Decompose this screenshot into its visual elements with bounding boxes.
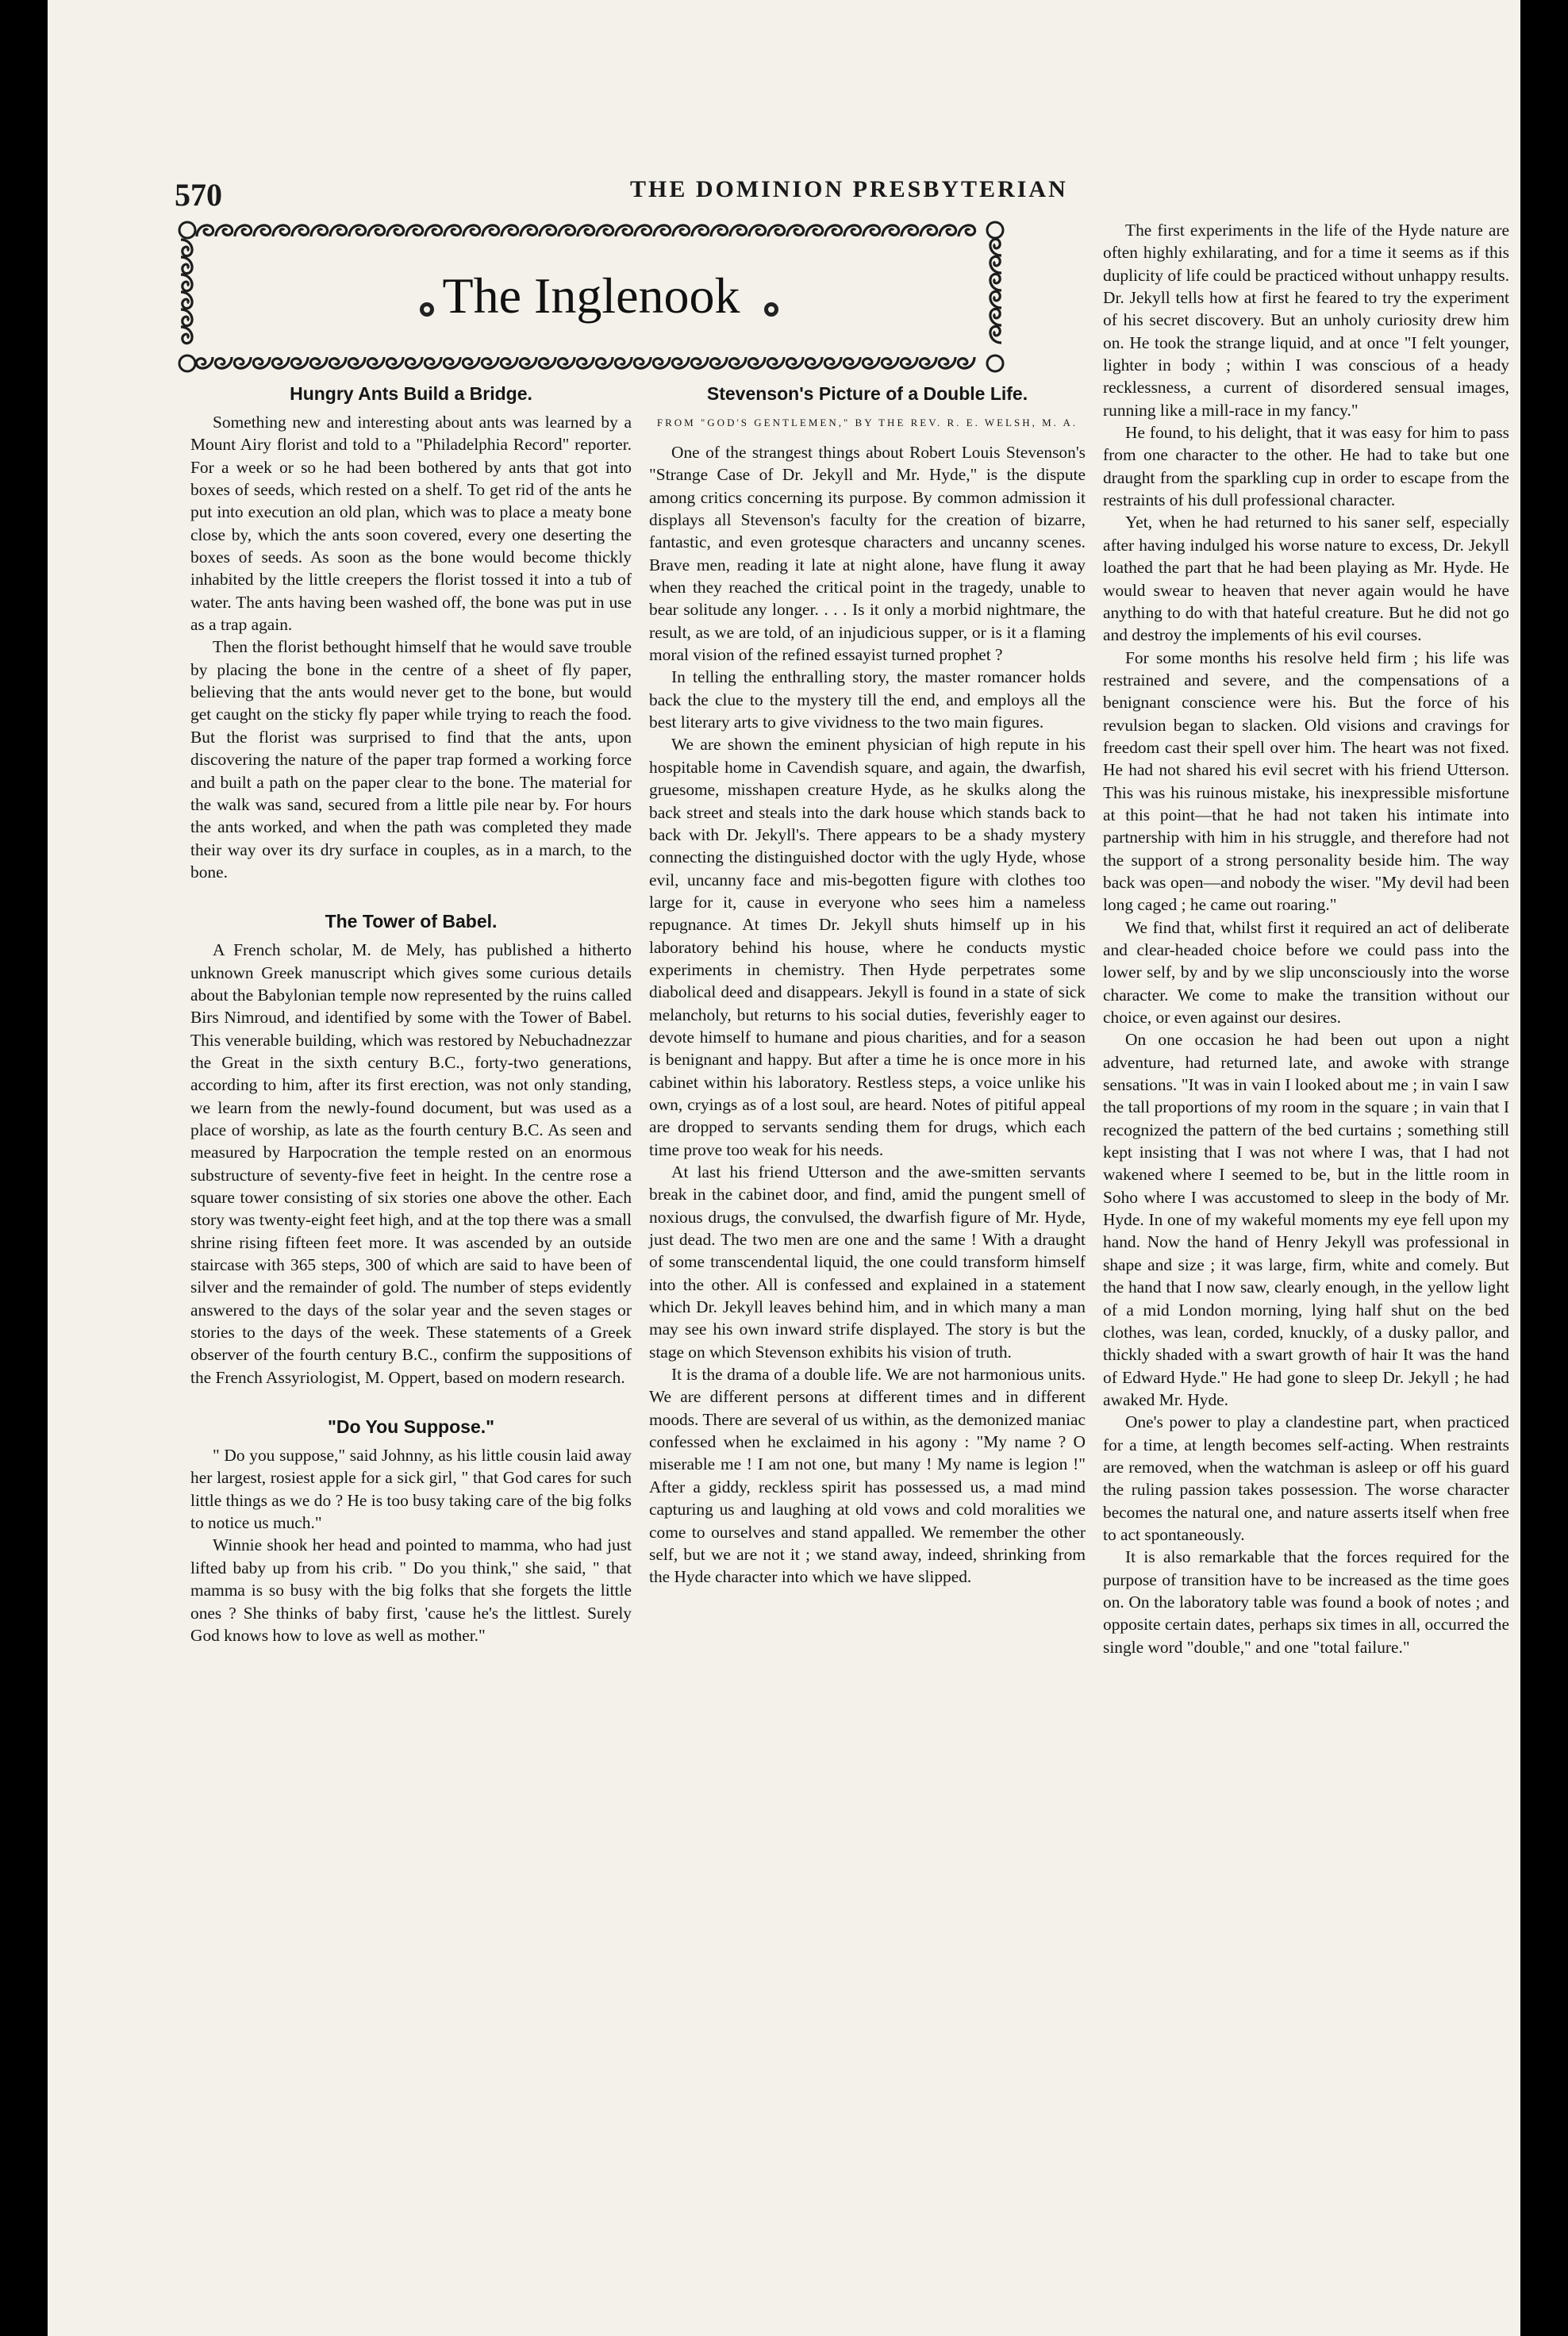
paragraph: He found, to his delight, that it was easy for him to pass from one character to the other. He had to take but one draught from the sparkling cup in order to escape from the restraints of his dull professional character.: [1103, 423, 1509, 510]
paragraph: At last his friend Utterson and the awe-smitten servants break in the cabinet door, and find, amid the pungent smell of noxious drugs, the convulsed, the dwarfish figure of Mr. Hyde, just dead. The two men are one and the same ! With a draught of some transcendental liquid, the one could transform himself into the other. All is confessed and explained in a statement which Dr. Jekyll leaves behind him, and in which many a man may see his own inward strife displayed. The story is but the stage on which Stevenson exhibits his vision of truth.: [649, 1162, 1086, 1362]
paragraph: Then the florist bethought himself that he would save trouble by placing the bone in the centre of a sheet of fly paper, believing that the ants would never get to the bone, but would get caught on the sticky fly paper while trying to reach the food. But the florist was surprised to find that the ants, upon discovering the nature of the paper trap formed a working force and built a path on the paper clear to the bone. The material for the walk was sand, secured from a little pile near by. For hours the ants worked, and when the path was completed they made their way over its dry surface in couples, as in a march, to the bone.: [190, 637, 632, 882]
article-title-ants: Hungry Ants Build a Bridge.: [290, 383, 532, 404]
article-title-babel: The Tower of Babel.: [325, 911, 498, 932]
paragraph: It is also remarkable that the forces required for the purpose of transition have to be increased as the time goes on. On the laboratory table was found a book of notes ; and opposite certain dates, perhaps six times in all, occurred the single word "double," and one "total failure.": [1103, 1547, 1509, 1657]
paragraph: In telling the enthralling story, the master romancer holds back the clue to the mystery till the end, and employs all the best literary arts to give vividness to the two main figures.: [649, 667, 1086, 732]
paragraph: Winnie shook her head and pointed to mamma, who had just lifted baby up from his crib. " Do you think," she said, " that mamma is so busy with the big folks that she forgets the little ones ? She thinks of baby first, 'cause he's the littlest. Surely God knows how to love as well as mother.": [190, 1535, 632, 1645]
paragraph: On one occasion he had been out upon a night adventure, had returned late, and awoke with strange sensations. "It was in vain I looked about me ; in vain I saw the tall proportions of my room in the square ; in vain that I recognized the pattern of the bed curtains ; something still kept insisting that I was not where I was, that I had not wakened where I seemed to be, but in the little room in Soho where I was accustomed to sleep in the body of Mr. Hyde. In one of my wakeful moments my eye fell upon my hand. Now the hand of Henry Jekyll was professional in shape and size ; it was large, firm, white and comely. But the hand that I now saw, clearly enough, in the yellow light of a mid London morning, lying half shut on the bed clothes, was lean, corded, knuckly, of a dusky pallor, and thickly shaded with a swart growth of hair It was the hand of Edward Hyde." He had gone to sleep Dr. Jekyll ; he had awaked Mr. Hyde.: [1103, 1030, 1509, 1409]
article-title-suppose: "Do You Suppose.": [327, 1416, 495, 1438]
paragraph: Something new and interesting about ants was learned by a Mount Airy florist and told to a "Philadelphia Record" reporter. For a week or so he had been bothered by ants that got into boxes of seeds, which rested on a shelf. To get rid of the ants he put into execution an old plan, which was to place a meaty bone close by, which the ants soon covered, every one deserting the boxes of seeds. As soon as the bone would become thickly inhabited by the little creepers the florist tossed it into a tub of water. The ants having been washed off, the bone was put in use as a trap again.: [190, 413, 632, 635]
paragraph: A French scholar, M. de Mely, has published a hitherto unknown Greek manuscript which gives some curious details about the Babylonian temple now represented by the ruins called Birs Nimroud, and identified by some with the Tower of Babel. This venerable building, which was restored by Nebuchadnezzar the Great in the sixth century B.C., forty-two generations, according to him, after its first erection, was not only standing, we learn from the newly-found document, but was used as a place of worship, as late as the fourth century B.C. As seen and measured by Harpocration the temple rested on an enormous substructure of seventy-five feet in height. In the centre rose a square tower consisting of six stories one above the other. Each story was twenty-eight feet high, and at the top there was a small shrine rising fifteen feet more. It was ascended by an outside staircase with 365 steps, 300 of which are said to have been of silver and the remainder of gold. The number of steps evidently answered to the days of the solar year and the seven stages or stories to the days of the week. These statements of a Greek observer of the fourth century B.C., confirm the suppositions of the French Assyriologist, M. Oppert, based on modern research.: [190, 940, 632, 1387]
paragraph: One of the strangest things about Robert Louis Stevenson's "Strange Case of Dr. Jekyll and Mr. Hyde," is the dispute among critics concerning its purpose. By common admission it displays all Stevenson's faculty for the creation of bizarre, fantastic, and even grotesque characters and uncanny scenes. Brave men, reading it late at night alone, have flung it away when they reached the critical point in the tragedy, unable to bear solitude any longer. . . . Is it only a morbid nightmare, the result, as we are told, of an injudicious supper, or is it a flaming moral vision of the refined essayist turned prophet ?: [649, 443, 1086, 665]
paragraph: The first experiments in the life of the Hyde nature are often highly exhilarating, and for a time it seems as if this duplicity of life could be practiced without unhappy results. Dr. Jekyll tells how at first he feared to try the experiment of his secret discovery. But an unholy curiosity drew him on. He took the strange liquid, and at once "I felt younger, lighter in body ; within I was conscious of a heady recklessness, a current of disordered sensual images, running like a mill-race in my fancy.": [1103, 221, 1509, 420]
paragraph: One's power to play a clandestine part, when practiced for a time, at length becomes self-acting. When restraints are removed, when the watchman is asleep or off his guard the ruling passion takes possession. The worse character becomes the natural one, and nature asserts itself when free to act spontaneously.: [1103, 1412, 1509, 1544]
column-2: [649, 381, 1086, 1589]
newspaper-page: [48, 0, 1520, 2336]
banner-bottom-border: [196, 357, 974, 368]
section-title: The Inglenook: [442, 267, 740, 324]
column-3: [1103, 219, 1509, 1658]
paragraph: We find that, whilst first it required an act of deliberate and clear-headed choice before we could pass into the lower self, by and by we slip unconsciously into the worse character. We come to make the transition without our choice, or even against our desires.: [1103, 917, 1509, 1028]
paragraph: Yet, when he had returned to his saner self, especially after having indulged his worse nature to excess, Dr. Jekyll loathed the part that he had been playing as Mr. Hyde. He would swear to heaven that never again would he have anything to do with that hateful creature. But he did not go and destroy the implements of his evil courses.: [1103, 513, 1509, 645]
paragraph: For some months his resolve held firm ; his life was restrained and severe, and the compensations of a benignant conscience were his. But the force of his revulsion began to slacken. Old visions and cravings for freedom cast their spell over him. The heart was not fixed. He had not shared his evil secret with his friend Utterson. This was his ruinous mistake, his inexpressible misfortune at this point—that he had not taken his intimate into partnership with him in his struggle, and therefore had not the support of a strong personality beside him. The way back was open—and nobody the wiser. "My devil had been long caged ; he came out roaring.": [1103, 647, 1509, 915]
publication-title: THE DOMINION PRESBYTERIAN: [630, 176, 1068, 202]
article-byline: FROM "GOD'S GENTLEMEN," BY THE REV. R. E. WELSH, M. A.: [656, 417, 1078, 428]
paragraph: It is the drama of a double life. We are not harmonious units. We are different persons at different times and in different moods. There are several of us within, as the demonized maniac confessed when he exclaimed in his agony : "My name ? O miserable me ! I am not one, but many ! My name is legion !" After a giddy, reckless spirit has possessed us, a mad mind capturing us and laughing at old vows and cold moralities we come to ourselves and stand appalled. We remember the other self, but we are not it ; we stand away, indeed, shrinking from the Hyde character into which we have slipped.: [649, 1365, 1086, 1587]
paragraph: " Do you suppose," said Johnny, as his little cousin laid away her largest, rosiest apple for a sick girl, " that God cares for such little things as we do ? He is too busy taking care of the big folks to notice us much.": [190, 1446, 632, 1533]
page-number: 570: [175, 177, 222, 213]
article-title-stevenson: Stevenson's Picture of a Double Life.: [706, 383, 1028, 404]
paragraph: We are shown the eminent physician of high repute in his hospitable home in Cavendish square, and again, the dwarfish, gruesome, misshapen creature Hyde, as he skulks along the back street and steals into the dark house which stands back to back with Dr. Jekyll's. There appears to be a shady mystery connecting the distinguished doctor with the ugly Hyde, whose evil, uncanny face and mis-begotten figure with clothes too large for it, cause in everyone who sees him a nameless repugnance. At times Dr. Jekyll shuts himself up in his laboratory behind his house, where he conducts mystic experiments in chemistry. Then Hyde perpetrates some diabolical deed and disappears. Jekyll is found in a state of sick melancholy, but returns to his social duties, feverishly eager to devote himself to humane and pious charities, and for a season is benignant and happy. But after a time he is once more in his cabinet within his laboratory. Restless steps, a voice unlike his own, cryings as of a lost soul, are heard. Notes of pitiful appeal are dropped to servants sending them for drugs, which each time prove too weak for his needs.: [649, 735, 1086, 1159]
column-1: [190, 381, 632, 1646]
